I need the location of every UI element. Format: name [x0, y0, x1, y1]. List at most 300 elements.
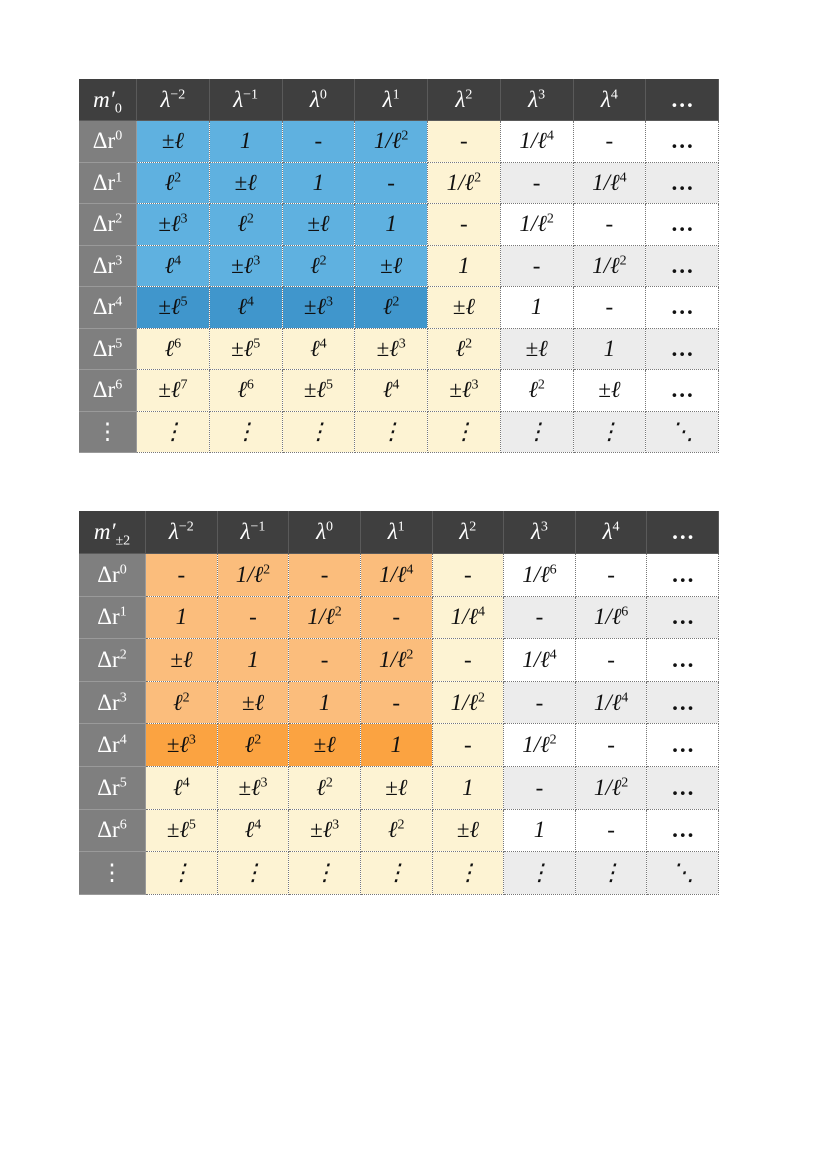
table-cell-exponent: 5	[180, 294, 188, 310]
table-cell	[217, 681, 289, 724]
table-cell	[500, 162, 573, 204]
table-cell	[360, 639, 432, 682]
table-cell-text: -	[532, 252, 541, 278]
table-cell-exponent: 2	[325, 775, 333, 791]
column-header-text: λ	[602, 519, 613, 545]
table-cell-text: ℓ	[173, 774, 183, 800]
table-cell-text: ±ℓ	[456, 817, 479, 843]
table-cell	[504, 596, 576, 639]
table-cell-text: ±ℓ	[525, 335, 548, 361]
table-cell	[647, 767, 719, 810]
table-cell-exponent: 4	[478, 604, 486, 620]
table-cell-exponent: 4	[549, 647, 557, 663]
table-cell-text: ±ℓ	[158, 211, 181, 237]
table-cell-text: ⋮	[456, 860, 480, 886]
table-cell-text: …	[671, 561, 695, 587]
table-cell	[575, 639, 647, 682]
table-cell	[282, 411, 355, 453]
column-header-exponent: 3	[538, 86, 546, 102]
table-cell-text: …	[670, 294, 694, 320]
table-cell-text: -	[463, 732, 472, 758]
table-cell	[137, 121, 210, 163]
table-cell-text: ℓ	[455, 335, 466, 361]
table-cell	[573, 287, 646, 329]
corner-header	[79, 511, 146, 554]
table-cell	[137, 328, 210, 370]
table-cell-text: ⋮	[169, 860, 193, 886]
table-cell	[282, 370, 355, 412]
table-cell	[575, 554, 647, 597]
table-cell	[137, 204, 210, 246]
row-header-exponent: 2	[115, 211, 123, 227]
table-cell-text: ±ℓ	[385, 774, 408, 800]
column-header-exponent: 2	[465, 86, 473, 102]
table-cell-text: -	[535, 604, 544, 630]
table-cell	[355, 370, 428, 412]
table-cell	[428, 287, 501, 329]
table-cell-text: -	[605, 294, 614, 320]
table-cell-text: 1	[318, 689, 331, 715]
table-cell	[504, 639, 576, 682]
table-cell	[575, 681, 647, 724]
table-cell-text: ±ℓ	[307, 211, 330, 237]
table-cell-text: ±ℓ	[452, 294, 475, 320]
table-cell	[500, 245, 573, 287]
table-cell-exponent: 2	[254, 732, 262, 748]
table-cell-exponent: 4	[546, 128, 554, 144]
table-cell-text: ±ℓ	[166, 817, 189, 843]
table-cell-text: ℓ	[164, 169, 175, 195]
table-cell	[647, 809, 719, 852]
table-cell-text: -	[607, 732, 615, 758]
table-cell-exponent: 6	[549, 562, 557, 578]
column-header-text: λ	[168, 519, 179, 545]
column-header-text: …	[670, 86, 694, 112]
table-cell	[575, 724, 647, 767]
table-cell	[504, 767, 576, 810]
table-cell-text: -	[177, 561, 186, 587]
table-cell-text: 1/ℓ	[307, 604, 335, 630]
table-cell	[428, 245, 501, 287]
table-cell	[575, 852, 647, 895]
header-row	[79, 79, 719, 121]
table-cell	[209, 162, 282, 204]
table-cell	[217, 596, 289, 639]
column-header	[432, 511, 504, 554]
table-cell	[137, 287, 210, 329]
table-cell	[504, 852, 576, 895]
table-cell	[432, 809, 504, 852]
table-cell-exponent: 2	[397, 817, 405, 833]
row-header-text: Δr	[97, 561, 120, 587]
column-header-text: λ	[160, 86, 171, 112]
table-row	[79, 639, 719, 682]
table-cell	[289, 724, 361, 767]
row-header	[79, 328, 137, 370]
table-cell-text: -	[463, 561, 472, 587]
table-cell-text: ±ℓ	[380, 252, 403, 278]
table-cell	[573, 162, 646, 204]
column-header-exponent: −2	[178, 519, 194, 535]
row-header-text: Δr	[97, 647, 120, 673]
table-cell-text: ⋱	[670, 418, 694, 444]
table-cell-text: …	[670, 169, 694, 195]
table-cell	[573, 370, 646, 412]
column-header	[289, 511, 361, 554]
table-cell-text: 1	[390, 732, 402, 758]
table-cell-text: ℓ	[310, 252, 320, 278]
column-header	[360, 511, 432, 554]
column-header-exponent: 4	[612, 519, 620, 535]
table-cell	[146, 639, 218, 682]
row-header-text: ⋮	[96, 418, 119, 444]
table-cell-text: -	[320, 647, 329, 673]
table-cell-exponent: 4	[319, 336, 327, 352]
table-cell-text: -	[460, 211, 468, 237]
row-header-text: Δr	[92, 128, 116, 154]
column-header-exponent: 1	[392, 86, 400, 102]
table-cell	[209, 204, 282, 246]
table-cell-text: …	[671, 604, 695, 630]
table-cell-exponent: 2	[406, 647, 414, 663]
table-cell	[360, 767, 432, 810]
row-header	[79, 370, 137, 412]
table-cell	[217, 639, 289, 682]
table-cell	[355, 287, 428, 329]
table-cell-text: 1	[312, 169, 325, 195]
table-cell	[432, 596, 504, 639]
row-header-exponent: 3	[115, 253, 123, 269]
table-cell-exponent: 3	[188, 732, 196, 748]
table-cell-exponent: 2	[465, 336, 473, 352]
table-cell-exponent: 4	[406, 562, 414, 578]
table-cell	[575, 596, 647, 639]
table-cell	[428, 370, 501, 412]
row-header-exponent: 5	[115, 336, 123, 352]
table-cell-text: ⋮	[597, 418, 621, 444]
m2-order-table	[79, 511, 719, 895]
table-cell-text: ℓ	[164, 335, 175, 361]
corner-symbol: m′	[93, 519, 116, 545]
table-cell-text: ⋮	[384, 860, 408, 886]
table-cell-text: 1/ℓ	[373, 128, 402, 154]
table-cell-text: ±ℓ	[170, 647, 193, 673]
table-cell	[360, 809, 432, 852]
row-header	[79, 204, 137, 246]
table-cell-text: …	[670, 252, 694, 278]
table-cell-exponent: 4	[246, 294, 254, 310]
table-cell-text: ℓ	[173, 689, 183, 715]
corner-symbol: m′	[93, 86, 115, 112]
column-header	[217, 511, 289, 554]
table-cell-exponent: 2	[537, 377, 545, 393]
table-cell-exponent: 4	[621, 690, 629, 706]
row-header-exponent: 0	[115, 128, 123, 144]
row-header-exponent: 4	[119, 732, 127, 748]
table-cell-exponent: 6	[621, 604, 629, 620]
column-header-exponent: 0	[326, 519, 334, 535]
table-cell	[647, 681, 719, 724]
table-cell-text: 1/ℓ	[446, 169, 475, 195]
table-cell	[428, 411, 501, 453]
table-cell-exponent: 3	[260, 775, 268, 791]
table-cell-text: 1	[247, 647, 259, 673]
table-cell	[646, 121, 719, 163]
table-cell-text: -	[314, 128, 323, 154]
table-cell-exponent: 5	[188, 817, 196, 833]
table-cell-text: 1/ℓ	[378, 647, 407, 673]
table-cell-exponent: 2	[401, 128, 409, 144]
column-header-exponent: −1	[243, 86, 259, 102]
table-cell	[432, 554, 504, 597]
table-cell-text: ±ℓ	[313, 732, 336, 758]
table-cell	[355, 328, 428, 370]
row-header	[79, 852, 146, 895]
table-cell-text: -	[607, 561, 615, 587]
row-header-text: Δr	[92, 252, 116, 278]
table-cell	[217, 767, 289, 810]
table-cell-text: …	[671, 689, 695, 715]
table-cell-text: ⋮	[452, 418, 476, 444]
row-header	[79, 245, 137, 287]
table-cell	[209, 121, 282, 163]
column-header	[137, 79, 210, 121]
table-row	[79, 204, 719, 246]
table-cell-exponent: 4	[619, 170, 627, 186]
row-header-text: Δr	[92, 211, 116, 237]
table-cell-text: -	[607, 817, 615, 843]
table-cell-text: …	[671, 647, 695, 673]
table-cell-exponent: 2	[621, 775, 629, 791]
table-cell	[146, 724, 218, 767]
table-cell-exponent: 2	[549, 732, 557, 748]
row-header	[79, 639, 146, 682]
table-cell-exponent: 4	[182, 775, 190, 791]
table-cell	[146, 596, 218, 639]
table-cell-text: -	[535, 689, 544, 715]
row-header-text: ⋮	[100, 860, 124, 886]
table-cell-exponent: 5	[253, 336, 261, 352]
table-cell-exponent: 3	[325, 294, 333, 310]
table-cell-text: ±ℓ	[376, 335, 399, 361]
table-cell-text: 1	[603, 335, 616, 361]
table-cell-text: 1/ℓ	[593, 774, 622, 800]
table-cell	[289, 639, 361, 682]
table-cell-exponent: 2	[546, 211, 554, 227]
table-cell	[360, 852, 432, 895]
table-cell	[282, 162, 355, 204]
table-cell-text: ℓ	[382, 377, 393, 403]
table-cell-exponent: 2	[174, 170, 182, 186]
table-cell	[432, 639, 504, 682]
table-cell-text: ±ℓ	[231, 335, 254, 361]
table-cell	[217, 852, 289, 895]
row-header	[79, 411, 137, 453]
table-cell-text: ⋮	[599, 860, 623, 886]
table-cell	[209, 328, 282, 370]
row-header	[79, 162, 137, 204]
table-cell	[432, 767, 504, 810]
table-cell	[647, 596, 719, 639]
table-row	[79, 328, 719, 370]
table-cell	[647, 639, 719, 682]
column-header-text: λ	[459, 519, 470, 545]
table-cell	[647, 724, 719, 767]
table-cell-exponent: 3	[398, 336, 406, 352]
table-cell	[209, 370, 282, 412]
table-cell-text: 1/ℓ	[593, 689, 622, 715]
table-cell-text: ⋮	[313, 860, 337, 886]
table-cell	[137, 411, 210, 453]
table-cell-text: ℓ	[528, 377, 538, 403]
table-cell	[500, 370, 573, 412]
table-cell-exponent: 4	[392, 377, 400, 393]
table-cell-text: ⋮	[161, 418, 185, 444]
table-cell-text: ℓ	[237, 294, 247, 320]
table-cell	[573, 328, 646, 370]
column-header-text: …	[671, 519, 695, 545]
column-header	[500, 79, 573, 121]
table-cell	[282, 204, 355, 246]
table-cell-text: 1	[239, 128, 252, 154]
row-header-text: Δr	[97, 689, 120, 715]
table-cell-exponent: 5	[325, 377, 333, 393]
m0-order-table	[79, 79, 719, 453]
table-cell-text: ±ℓ	[303, 377, 326, 403]
header-row	[79, 511, 719, 554]
table-cell	[646, 328, 719, 370]
table-cell	[217, 554, 289, 597]
table-cell	[504, 724, 576, 767]
table-cell-text: ⋮	[306, 418, 330, 444]
table-cell	[504, 681, 576, 724]
row-header-text: Δr	[92, 377, 116, 403]
table-cell	[575, 809, 647, 852]
row-header-text: Δr	[92, 294, 116, 320]
column-header-exponent: 2	[469, 519, 477, 535]
column-header	[282, 79, 355, 121]
table-cell-text: 1/ℓ	[593, 604, 622, 630]
table-cell	[289, 681, 361, 724]
table-cell-text: 1/ℓ	[592, 169, 620, 195]
table-cell	[217, 809, 289, 852]
table-cell	[209, 287, 282, 329]
table-cell-text: ℓ	[244, 732, 255, 758]
table-cell	[217, 724, 289, 767]
table-cell	[289, 596, 361, 639]
column-header-text: λ	[316, 519, 327, 545]
column-header	[573, 79, 646, 121]
table-cell	[573, 245, 646, 287]
table-cell	[504, 554, 576, 597]
table-cell-text: ±ℓ	[598, 377, 621, 403]
table-cell	[646, 370, 719, 412]
column-header-exponent: −2	[170, 86, 186, 102]
row-header	[79, 596, 146, 639]
table-cell-exponent: 2	[478, 690, 486, 706]
table-cell-text: -	[392, 689, 401, 715]
table-cell	[355, 121, 428, 163]
table-cell-exponent: 3	[471, 377, 479, 393]
table-cell-text: ⋱	[671, 860, 695, 886]
row-header-text: Δr	[92, 335, 116, 361]
table-cell-exponent: 2	[392, 294, 400, 310]
column-header	[355, 79, 428, 121]
table-cell	[282, 287, 355, 329]
table-cell-exponent: 2	[474, 170, 482, 186]
table-cell-text: 1/ℓ	[592, 252, 620, 278]
table-cell	[575, 767, 647, 810]
table-cell-text: …	[670, 335, 694, 361]
table-cell-exponent: 6	[174, 336, 182, 352]
table-cell-text: ⋮	[241, 860, 265, 886]
corner-header	[79, 79, 137, 121]
row-header-exponent: 6	[119, 817, 127, 833]
table-cell-text: 1/ℓ	[235, 561, 264, 587]
table-cell-text: 1/ℓ	[522, 732, 550, 758]
table-cell-text: -	[249, 604, 257, 630]
table-cell-text: 1	[533, 817, 546, 843]
table-row	[79, 411, 719, 453]
table-cell-text: ±ℓ	[166, 732, 189, 758]
table-cell-text: 1	[462, 774, 474, 800]
table-cell	[573, 121, 646, 163]
table-cell-text: 1/ℓ	[519, 128, 547, 154]
table-cell-exponent: 7	[180, 377, 188, 393]
table-cell-text: 1/ℓ	[519, 211, 547, 237]
column-header-exponent: −1	[250, 519, 266, 535]
row-header-text: Δr	[97, 732, 120, 758]
column-header-text: λ	[530, 519, 541, 545]
table-cell-text: …	[670, 211, 694, 237]
row-header-exponent: 1	[119, 604, 127, 620]
table-cell-text: ℓ	[244, 817, 255, 843]
table-cell-text: ⋮	[379, 418, 403, 444]
corner-subscript: 0	[114, 101, 122, 117]
column-header-text: λ	[455, 86, 466, 112]
table-cell	[282, 245, 355, 287]
table-cell	[646, 287, 719, 329]
row-header-text: Δr	[97, 604, 120, 630]
column-header-text: λ	[240, 519, 251, 545]
table-cell-text: 1	[530, 294, 543, 320]
column-header-exponent: 4	[610, 86, 618, 102]
table-row	[79, 287, 719, 329]
table-cell-exponent: 3	[332, 817, 340, 833]
table-row	[79, 162, 719, 204]
table-cell-text: ±ℓ	[161, 128, 184, 154]
table-cell	[432, 724, 504, 767]
table-cell	[146, 852, 218, 895]
table-cell	[209, 245, 282, 287]
table-cell	[137, 370, 210, 412]
table-cell	[360, 681, 432, 724]
column-header-exponent: 1	[397, 519, 405, 535]
table-cell-text: ±ℓ	[238, 774, 261, 800]
table-cell-text: ℓ	[387, 817, 398, 843]
table-cell	[432, 852, 504, 895]
table-cell-text: ±ℓ	[158, 294, 181, 320]
table-cell	[432, 681, 504, 724]
table-cell	[500, 287, 573, 329]
table-cell	[289, 767, 361, 810]
table-row	[79, 767, 719, 810]
table-cell	[428, 204, 501, 246]
column-header-text: λ	[382, 86, 393, 112]
table-row	[79, 121, 719, 163]
column-header	[647, 511, 719, 554]
table-cell-text: 1/ℓ	[522, 561, 550, 587]
